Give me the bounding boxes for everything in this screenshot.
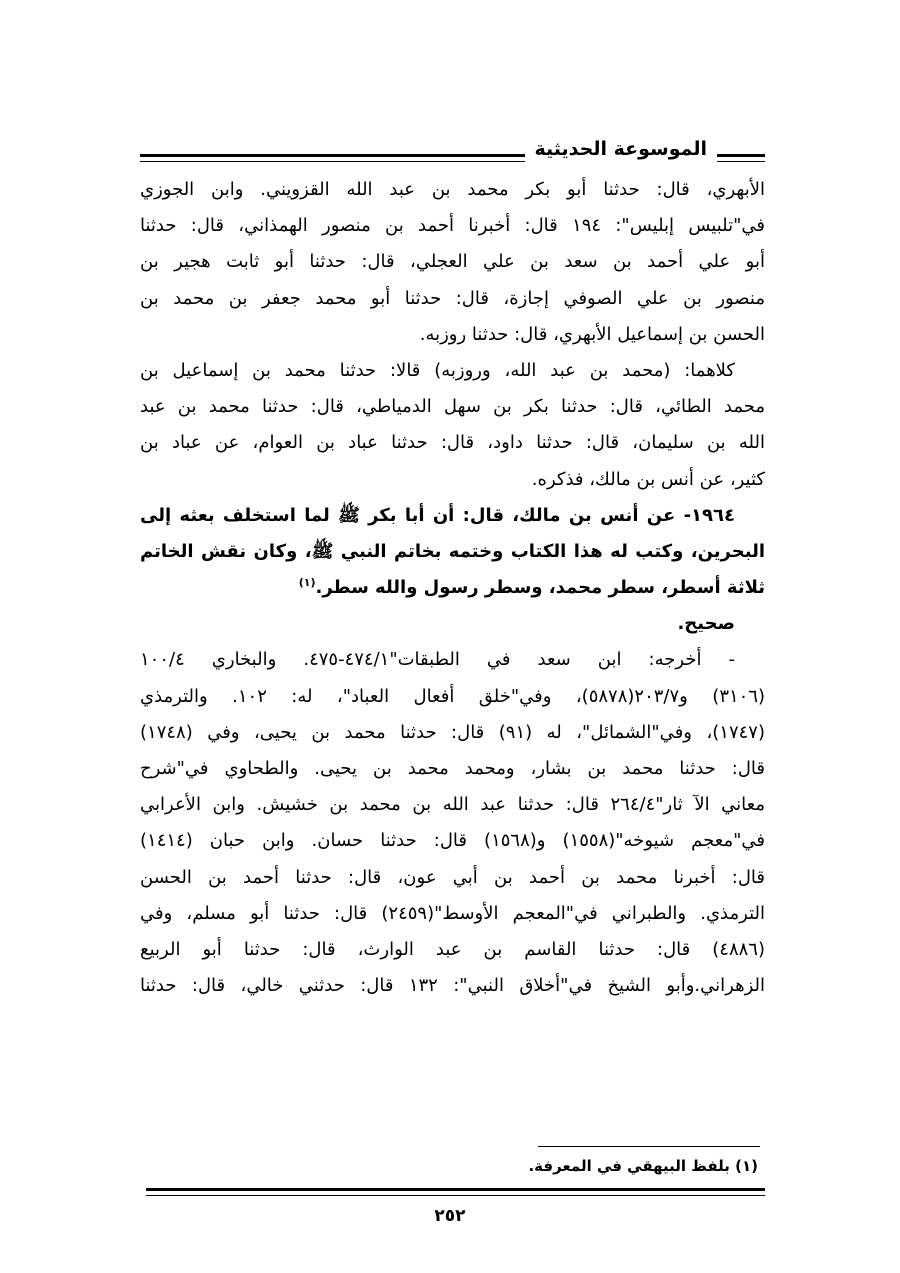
body-text — [140, 172, 765, 1004]
footer-rule — [146, 1188, 765, 1196]
text-line: محمد الطائي، قال: حدثنا بكر بن سهل الدمياطي، قال: حدثنا محمد بن عبد — [140, 396, 765, 418]
hadith-line-last — [140, 570, 765, 606]
text-line: منصور بن علي الصوفي إجازة، قال: حدثنا أبو محمد جعفر بن محمد بن — [140, 287, 765, 309]
text-line: كلاهما: (محمد بن عبد الله، وروزبه) قالا: حدثنا محمد بن إسماعيل بن — [140, 359, 735, 381]
text-line: الترمذي. والطبراني في"المعجم الأوسط"(٢٤٥٩) قال: حدثنا أبو مسلم، وفي — [140, 902, 765, 924]
text-line: الحسن بن إسماعيل الأبهري، قال: حدثنا روزبه. — [419, 323, 765, 345]
text-line: الزهراني.وأبو الشيخ في"أخلاق النبي": ١٣٢ قال: حدثني خالي، قال: حدثنا — [140, 975, 765, 997]
text-line: في"معجم شيوخه"(١٥٥٨) و(١٥٦٨) قال: حدثنا حسان. وابن حبان (١٤١٤) — [140, 830, 765, 852]
text-line: في"تلبيس إبليس": ١٩٤ قال: أخبرنا أحمد بن منصور الهمذاني، قال: حدثنا — [140, 215, 765, 237]
text-line: أبو علي أحمد بن سعد بن علي العجلي، قال: حدثنا أبو ثابت هجير بن — [140, 251, 765, 273]
footnote-separator — [538, 1146, 760, 1147]
hadith-line-text: ثلاثة أسطر، سطر محمد، وسطر رسول والله سطر. — [315, 577, 765, 599]
text-line: (٤٨٨٦) قال: حدثنا القاسم بن عبد الوارث، قال: حدثنا أبو الربيع — [140, 938, 765, 960]
header-title-wrap — [525, 134, 718, 168]
page-number: ٢٥٢ — [434, 1206, 466, 1226]
header-title: الموسوعة الحديثية — [534, 138, 707, 160]
hadith-line: البحرين، وكتب له هذا الكتاب وختمه بخاتم النبي ﷺ، وكان نقش الخاتم — [140, 540, 765, 562]
text-line: قال: أخبرنا محمد بن أحمد بن أبي عون، قال: حدثنا أحمد بن الحسن — [140, 866, 765, 888]
text-line: قال: حدثنا محمد بن بشار، ومحمد محمد بن يحيى. والطحاوي في"شرح — [140, 758, 765, 779]
hadith-line: ١٩٦٤- عن أنس بن مالك، قال: أن أبا بكر ﷺ لما استخلف بعثه إلى — [140, 504, 735, 526]
text-line: - أخرجه: ابن سعد في الطبقات"٤٧٤/١-٤٧٥. والبخاري ١٠٠/٤ — [140, 649, 735, 671]
text-line: الأبهري، قال: حدثنا أبو بكر محمد بن عبد الله القزويني. وابن الجوزي — [140, 179, 765, 200]
running-header — [140, 134, 765, 174]
text-line: (١٧٤٧)، وفي"الشمائل"، له (٩١) قال: حدثنا محمد بن يحيى، وفي (١٧٤٨) — [140, 721, 765, 743]
footnote-marker: (١) — [298, 576, 316, 590]
grading-line: صحيح. — [677, 613, 735, 635]
text-line: (٣١٠٦) و٢٠٣/٧(٥٨٧٨)، وفي"خلق أفعال العباد"، له: ١٠٢. والترمذي — [140, 685, 765, 707]
text-line: كثير، عن أنس بن مالك، فذكره. — [531, 468, 765, 490]
text-line: معاني الآ ثار"٢٦٤/٤ قال: حدثنا عبد الله بن محمد بن خشيش. وابن الأعرابي — [140, 794, 765, 816]
text-line: الله بن سليمان، قال: حدثنا داود، قال: حدثنا عباد بن العوام، عن عباد بن — [140, 432, 765, 454]
footnote: (١) بلفظ البيهقي في المعرفة. — [528, 1157, 758, 1175]
